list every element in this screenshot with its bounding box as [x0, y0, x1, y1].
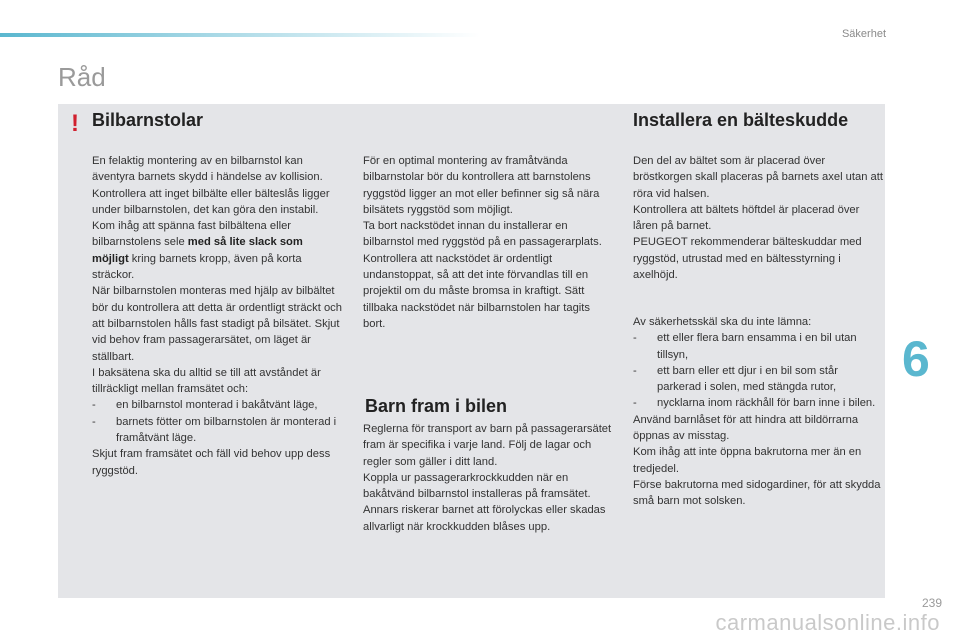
paragraph: Skjut fram framsätet och fäll vid behov upp dess ryggstöd. [92, 448, 331, 477]
column-1 [92, 153, 342, 479]
paragraph: Den del av bältet som är placerad över bröstkorgen skall placeras på barnets axel utan att röra vid halsen. [633, 155, 883, 200]
page-number: 239 [921, 596, 942, 610]
paragraph: Kontrollera att nackstödet är ordentligt undanstoppat, så att det inte förvandlas till en projektil om du måste bromsa in kraftigt. Sätt tillbaka nackstödet när bilbarnstolen har tagits bort. [363, 252, 590, 330]
list-item: - ett eller flera barn ensamma i en bil utan tillsyn, [633, 332, 857, 361]
paragraph: Använd barnlåset för att hindra att bildörrarna öppnas av misstag. [633, 413, 859, 443]
heading-barn-fram: Barn fram i bilen [365, 396, 508, 416]
paragraph: Av säkerhetsskäl ska du inte lämna: [633, 316, 812, 328]
chapter-number: 6 [902, 331, 930, 387]
list-item: - barnets fötter om bilbarnstolen är monterad i framåtvänt läge. [92, 415, 337, 445]
paragraph: Reglerna för transport av barn på passagerarsätet fram är specifika i varje land. Följ de lagar och regler som gäller i ditt land. [363, 423, 612, 468]
page-title: Råd [58, 62, 106, 92]
paragraph: I baksätena ska du alltid se till att avståndet är tillräckligt mellan framsätet och: [92, 366, 321, 396]
paragraph: Kontrollera att bältets höftdel är placerad över låren på barnet. [633, 203, 860, 233]
watermark: carmanualsonline.info [715, 610, 940, 635]
heading-bilbarnstolar: Bilbarnstolar [92, 110, 204, 130]
text: Kom ihåg att spänna fast bilbältena eller bilbarnstolens sele [92, 220, 292, 249]
column-2 [363, 153, 613, 332]
paragraph: Koppla ur passagerarkrockkudden när en bakåtvänd bilbarnstol installeras på framsätet. Annars riskerar barnet att förolyckas eller skadas allvarligt när krockkudden blåses upp. [363, 471, 606, 533]
column-3b [633, 314, 883, 510]
paragraph: PEUGEOT rekommenderar bälteskuddar med ryggstöd, utrustad med en bältesstyrning i axelhöjd. [633, 236, 862, 282]
warning-icon: ! [71, 110, 79, 137]
section-label: Säkerhet [841, 28, 886, 40]
paragraph: När bilbarnstolen monteras med hjälp av bilbältet bör du kontrollera att detta är ordentligt sträckt och att bilbarnstolen hålls fast stadigt på bilsätet. Skjut vid behov fram passagerarsätet, om läget är ställbart. [92, 285, 342, 363]
text: kring barnets kropp, även på korta sträckor. [92, 252, 302, 282]
list-item: - ett barn eller ett djur i en bil som står parkerad i solen, med stängda rutor, [633, 364, 838, 394]
paragraph: Kontrollera att inget bilbälte eller bälteslås ligger under bilbarnstolen, det kan göra den instabil. [92, 187, 330, 216]
list-item: - nycklarna inom räckhåll för barn inne i bilen. [633, 397, 876, 410]
paragraph: Förse bakrutorna med sidogardiner, för att skydda små barn mot solsken. [633, 478, 881, 508]
heading-installera-balteskudde: Installera en bälteskudde [633, 110, 849, 130]
list-item: - en bilbarnstol monterad i bakåtvänt läge, [92, 399, 318, 412]
column-2b [363, 421, 613, 535]
paragraph: Kom ihåg att inte öppna bakrutorna mer än en tredjedel. [633, 446, 862, 475]
paragraph: En felaktig montering av en bilbarnstol kan äventyra barnets skydd i händelse av kollision. [92, 155, 323, 184]
column-3 [633, 153, 883, 283]
paragraph [92, 218, 342, 283]
bold-text: med så lite slack som möjligt [92, 236, 303, 265]
paragraph: Ta bort nackstödet innan du installerar en bilbarnstol med ryggstöd på en passagerarplats. [363, 220, 602, 249]
header-accent-bar [0, 33, 480, 37]
paragraph: För en optimal montering av framåtvända bilbarnstolar bör du kontrollera att barnstolens ryggstöd ligger an mot eller befinner sig så nära bilsätets ryggstöd som möjligt. [363, 155, 600, 216]
